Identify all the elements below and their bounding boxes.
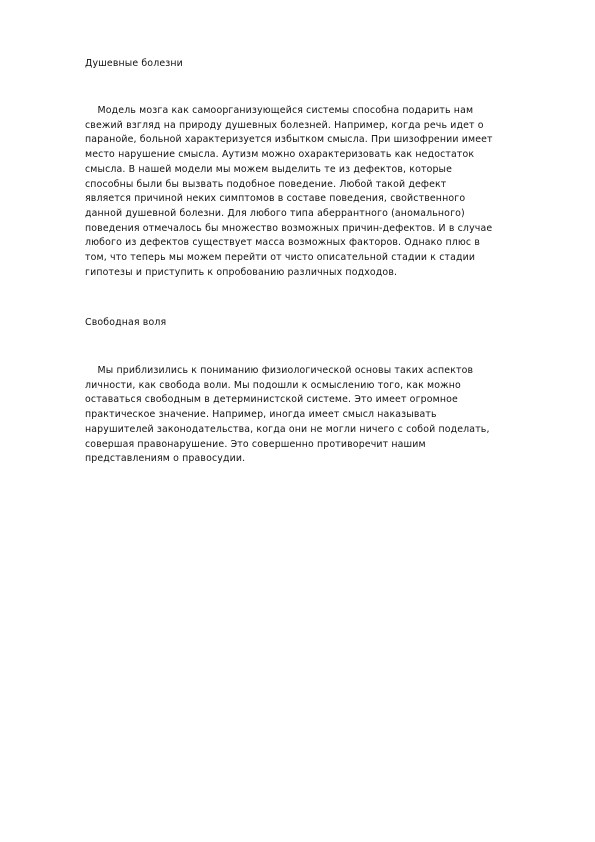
- paragraph-mental-illness: [85, 104, 555, 280]
- paragraph-line: оставаться свободным в детерминистской системе. Это имеет огромное: [85, 394, 458, 406]
- paragraph-line: является причиной неких симптомов в составе поведения, свойственного: [85, 193, 466, 205]
- paragraph-line: любого из дефектов существует масса возможных факторов. Однако плюс в: [85, 237, 481, 249]
- paragraph-line: Модель мозга как самоорганизующейся системы способна подарить нам: [85, 105, 474, 116]
- paragraph-line: смысла. В нашей модели мы можем выделить те из дефектов, которые: [85, 163, 453, 175]
- paragraph-line: поведения отмечалось бы множество возможных причин-дефектов. И в случае: [85, 222, 493, 234]
- paragraph-line: свежий взгляд на природу душевных болезней. Например, когда речь идет о: [85, 119, 484, 131]
- section-heading-mental-illness: Душевные болезни: [85, 58, 183, 69]
- paragraph-line: паранойе, больной характеризуется избытком смысла. При шизофрении имеет: [85, 134, 493, 146]
- paragraph-line: место нарушение смысла. Аутизм можно охарактеризовать как недостаток: [85, 149, 475, 161]
- paragraph-free-will: [85, 364, 555, 467]
- paragraph-line: личности, как свобода воли. Мы подошли к осмыслению того, как можно: [85, 379, 461, 391]
- paragraph-line: том, что теперь мы можем перейти от чисто описательной стадии к стадии: [85, 252, 476, 264]
- paragraph-line: данной душевной болезни. Для любого типа аберрантного (аномального): [85, 207, 465, 219]
- paragraph-line: Мы приблизились к пониманию физиологической основы таких аспектов: [85, 365, 474, 376]
- section-heading-free-will: Свободная воля: [85, 317, 167, 328]
- paragraph-line: представлениям о правосудии.: [85, 453, 246, 465]
- paragraph-line: совершая правонарушение. Это совершенно противоречит нашим: [85, 438, 426, 450]
- paragraph-line: гипотезы и приступить к опробованию различных подходов.: [85, 266, 398, 278]
- paragraph-line: способны были бы вызвать подобное поведение. Любой такой дефект: [85, 178, 447, 190]
- paragraph-line: практическое значение. Например, иногда имеет смысл наказывать: [85, 409, 437, 421]
- paragraph-line: нарушителей законодательства, когда они не могли ничего с собой поделать,: [85, 423, 490, 435]
